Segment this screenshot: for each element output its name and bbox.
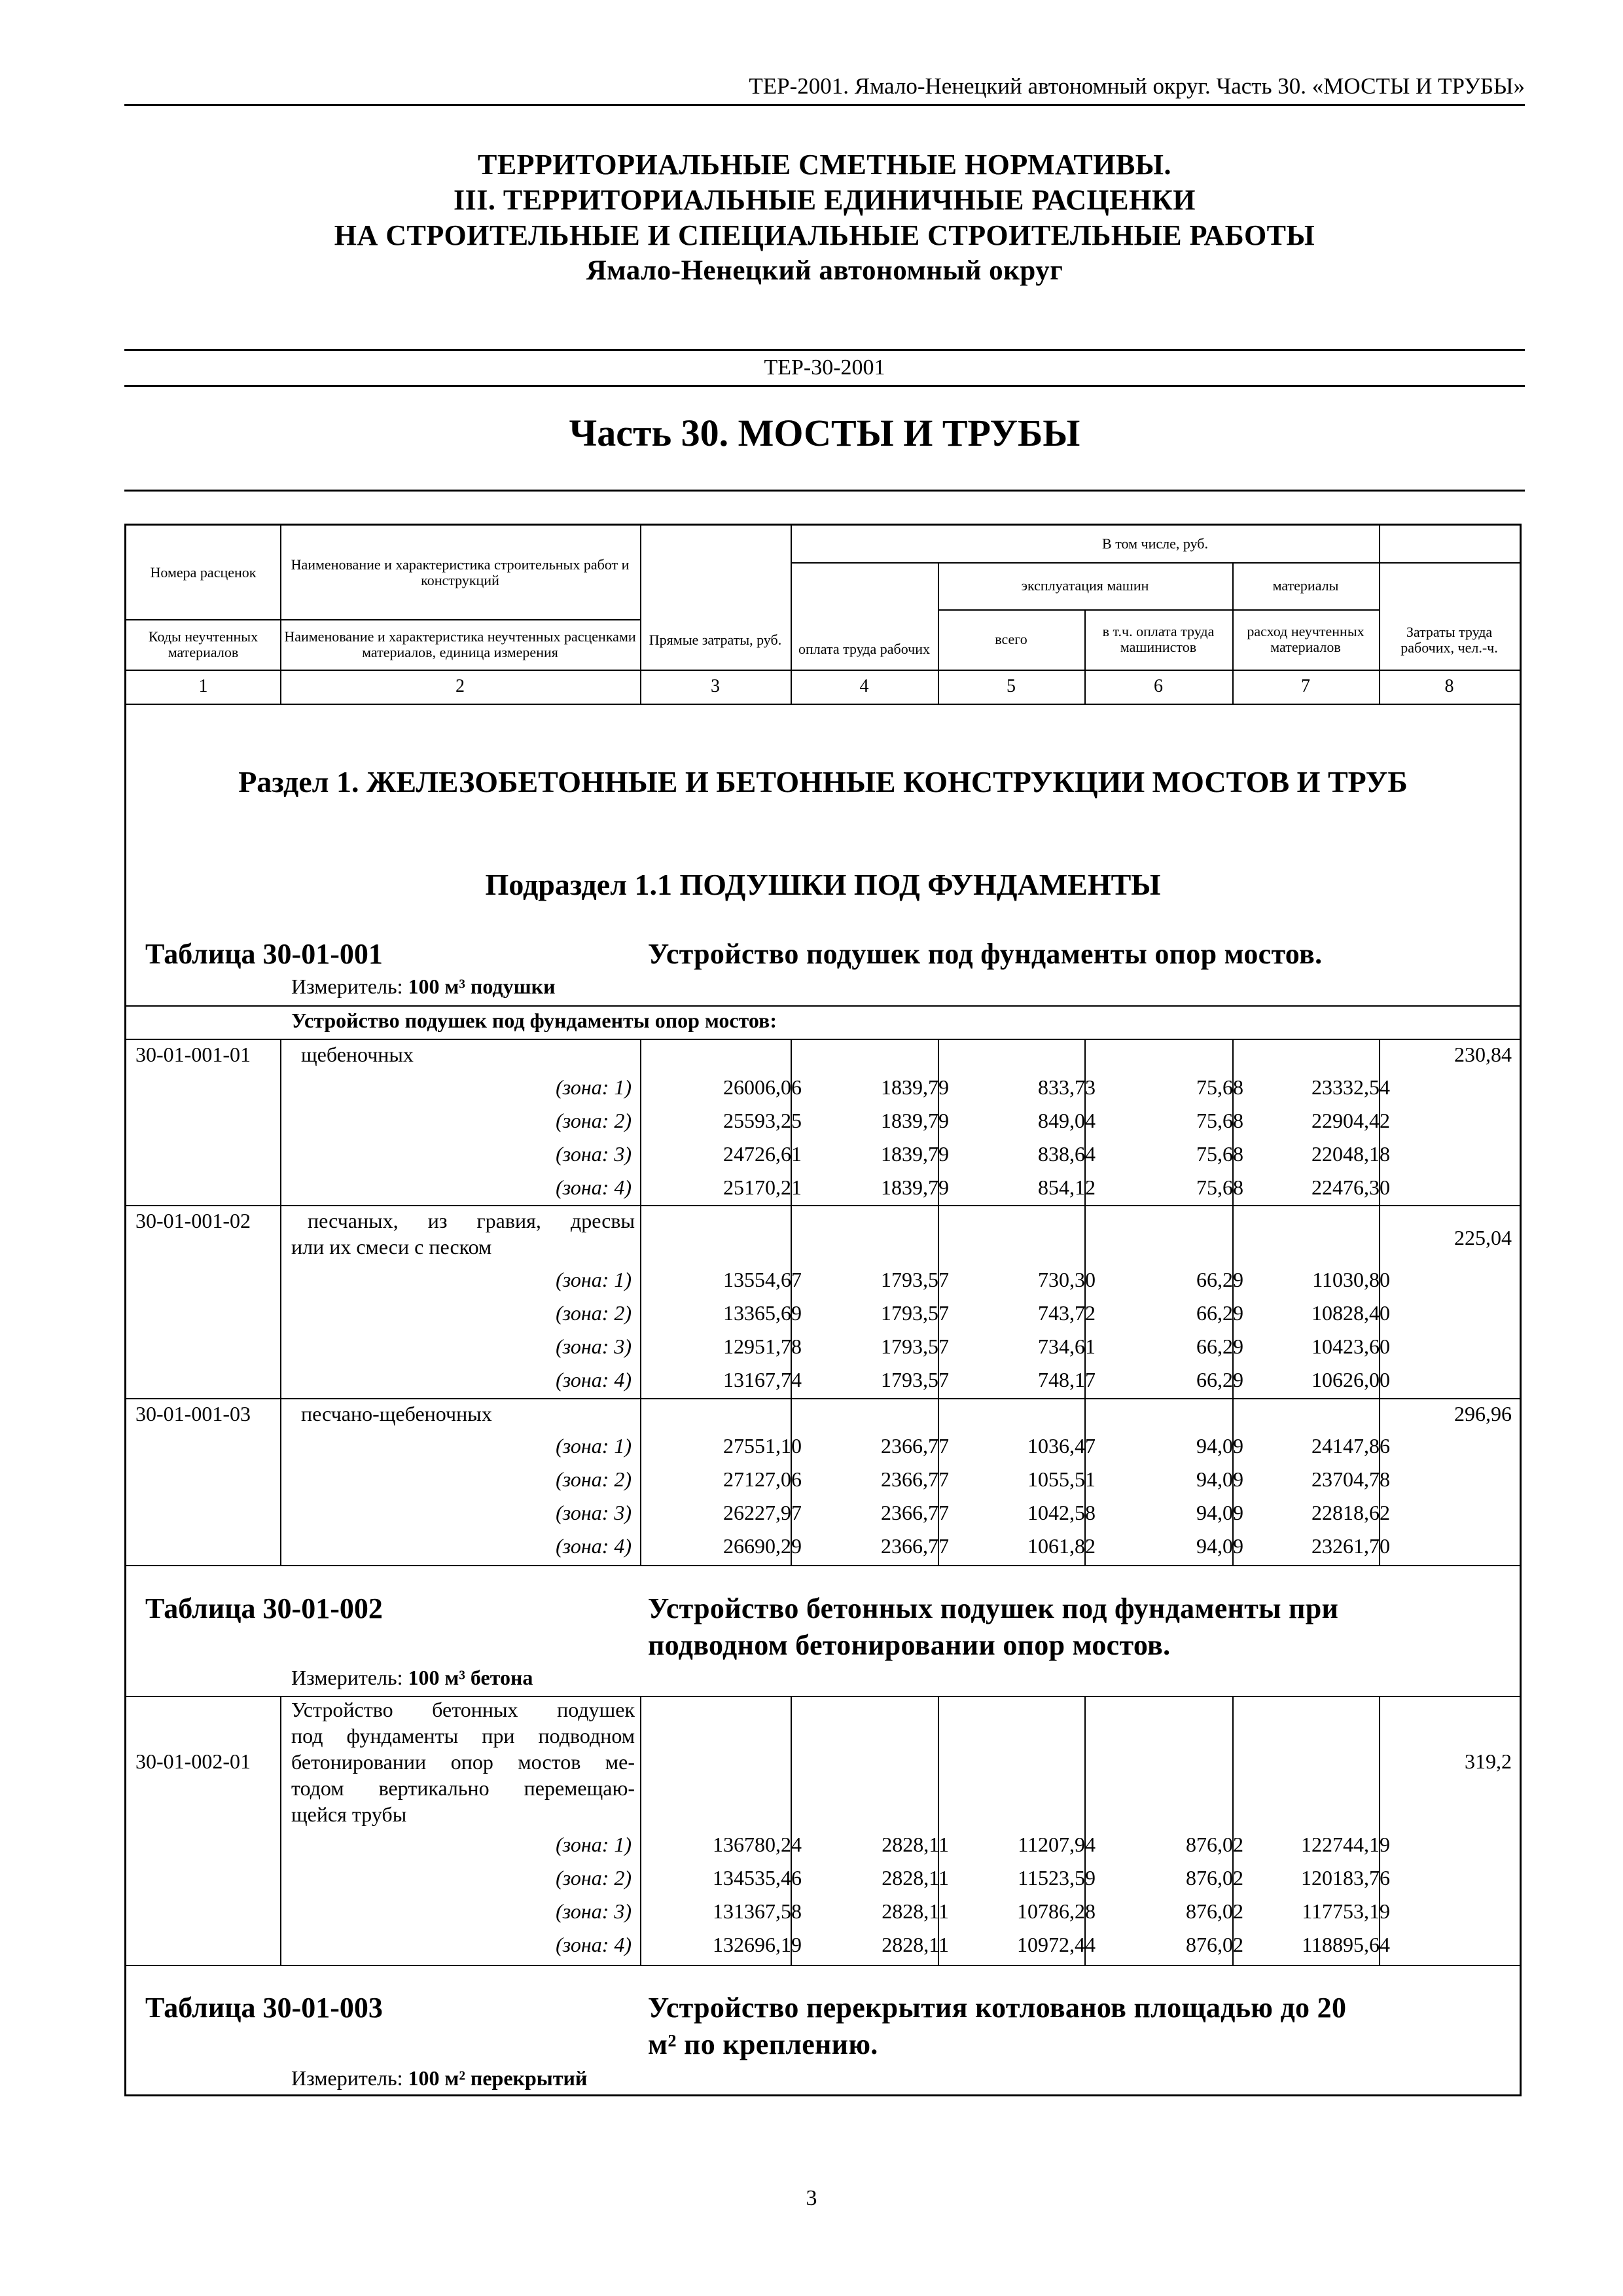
zone-value-col-5: 748,17	[1038, 1368, 1096, 1391]
zone-value-col-3: 27551,10	[723, 1434, 802, 1458]
zone-value-col-4: 2828,11	[882, 1899, 949, 1923]
header-rate-numbers: Номера расценок	[150, 564, 257, 581]
title-line-3: НА СТРОИТЕЛЬНЫЕ И СПЕЦИАЛЬНЫЕ СТРОИТЕЛЬНЫЕ РАБОТЫ	[334, 219, 1315, 251]
header-labor-pay: оплата труда рабочих	[798, 641, 930, 657]
section-title: Раздел 1. ЖЕЛЕЗОБЕТОННЫЕ И БЕТОННЫЕ КОНСТРУКЦИИ МОСТОВ И ТРУБ	[238, 765, 1408, 798]
zone-value-col-7: 22476,30	[1311, 1175, 1390, 1199]
table-title-003-line-1: Устройство перекрытия котлованов площадью до 20	[648, 1992, 1347, 2024]
rate-code: 30-01-001-03	[135, 1402, 251, 1426]
zone-value-col-7: 23704,78	[1311, 1467, 1390, 1491]
zone-value-col-6: 876,02	[1186, 1866, 1243, 1890]
zone-value-col-5: 11523,59	[1018, 1866, 1096, 1890]
zone-label: (зона: 4)	[556, 1933, 632, 1956]
group-title-001: Устройство подушек под фундаменты опор мостов:	[291, 1009, 777, 1032]
rate-code: 30-01-001-01	[135, 1043, 251, 1066]
zone-value-col-5: 1055,51	[1027, 1467, 1096, 1491]
zone-value-col-4: 2366,77	[881, 1467, 949, 1491]
header-materials-usage: расход неучтенных материалов	[1247, 623, 1364, 655]
running-header: ТЕР-2001. Ямало-Ненецкий автономный округ. Часть 30. «МОСТЫ И ТРУБЫ»	[124, 69, 1525, 106]
header-machinists-pay: в т.ч. оплата труда машинистов	[1102, 623, 1215, 655]
zone-value-col-7: 10626,00	[1311, 1368, 1390, 1391]
measure-prefix: Измеритель:	[291, 1666, 403, 1689]
zone-value-col-7: 23332,54	[1311, 1075, 1390, 1099]
zone-value-col-3: 26690,29	[723, 1534, 802, 1558]
zone-value-col-3: 26227,97	[723, 1501, 802, 1524]
header-machines: эксплуатация машин	[1021, 577, 1149, 594]
rate-name-line-1: песчаных, из гравия, дресвы	[308, 1209, 635, 1232]
table-label-002: Таблица 30-01-002	[145, 1592, 383, 1624]
zone-label: (зона: 2)	[556, 1866, 632, 1890]
zone-value-col-3: 24726,61	[723, 1142, 802, 1166]
zone-value-col-3: 13167,74	[723, 1368, 802, 1391]
zone-value-col-4: 2366,77	[881, 1534, 949, 1558]
zone-value-col-5: 10972,44	[1017, 1933, 1096, 1956]
zone-value-col-5: 833,73	[1038, 1075, 1096, 1099]
zone-value-col-5: 854,12	[1038, 1175, 1096, 1199]
zone-value-col-7: 24147,86	[1311, 1434, 1390, 1458]
zone-value-col-3: 25593,25	[723, 1109, 802, 1132]
zone-value-col-6: 94,09	[1196, 1434, 1243, 1458]
header-machines-total: всего	[995, 631, 1027, 647]
zone-label: (зона: 3)	[556, 1501, 632, 1524]
zone-label: (зона: 2)	[556, 1467, 632, 1491]
header-material-codes: Коды неучтенных материалов	[148, 628, 259, 660]
zone-label: (зона: 3)	[556, 1899, 632, 1923]
zone-value-col-4: 2828,11	[882, 1866, 949, 1890]
zone-value-col-7: 22048,18	[1311, 1142, 1390, 1166]
zone-value-col-7: 10828,40	[1311, 1301, 1390, 1325]
labor-hours: 296,96	[1454, 1402, 1512, 1426]
zone-value-col-5: 838,64	[1038, 1142, 1096, 1166]
zone-value-col-3: 132696,19	[713, 1933, 802, 1956]
col-number-3: 3	[711, 676, 720, 696]
document-title	[124, 147, 1525, 289]
rate-code: 30-01-001-02	[135, 1209, 251, 1232]
header-work-name: Наименование и характеристика строительных работ и конструкций	[291, 556, 630, 588]
rate-name: песчано-щебеночных	[301, 1402, 492, 1426]
labor-hours: 230,84	[1454, 1043, 1512, 1066]
doc-code: ТЕР-30-2001	[764, 355, 885, 380]
zone-value-col-7: 22818,62	[1311, 1501, 1390, 1524]
measure-001	[291, 971, 556, 1001]
zone-label: (зона: 3)	[556, 1335, 632, 1358]
zone-label: (зона: 2)	[556, 1109, 632, 1132]
zone-value-col-6: 75,68	[1196, 1075, 1243, 1099]
zone-value-col-7: 10423,60	[1311, 1335, 1390, 1358]
zone-value-col-7: 122744,19	[1301, 1833, 1390, 1856]
subsection-title: Подраздел 1.1 ПОДУШКИ ПОД ФУНДАМЕНТЫ	[485, 868, 1161, 901]
table-label-003: Таблица 30-01-003	[145, 1992, 383, 2024]
col-number-7: 7	[1301, 676, 1310, 696]
table-title-001: Устройство подушек под фундаменты опор мостов.	[648, 938, 1323, 970]
zone-value-col-6: 876,02	[1186, 1833, 1243, 1856]
zone-value-col-4: 1839,79	[881, 1142, 949, 1166]
part-title-rule	[124, 490, 1525, 492]
zone-value-col-4: 1793,57	[881, 1268, 949, 1291]
zone-value-col-7: 120183,76	[1301, 1866, 1390, 1890]
measure-value: 100 м³ бетона	[408, 1666, 533, 1689]
zone-value-col-5: 849,04	[1038, 1109, 1096, 1132]
zone-value-col-3: 13365,69	[723, 1301, 802, 1325]
zone-value-col-7: 22904,42	[1311, 1109, 1390, 1132]
zone-value-col-6: 66,29	[1196, 1268, 1243, 1291]
zone-value-col-6: 876,02	[1186, 1899, 1243, 1923]
measure-003	[291, 2063, 587, 2093]
zone-value-col-5: 11207,94	[1018, 1833, 1096, 1856]
measure-002	[291, 1662, 533, 1693]
table-title-002-line-2: подводном бетонировании опор мостов.	[648, 1629, 1171, 1661]
zone-label: (зона: 1)	[556, 1268, 632, 1291]
col-number-1: 1	[198, 676, 208, 696]
zone-value-col-6: 75,68	[1196, 1142, 1243, 1166]
zone-value-col-5: 730,30	[1038, 1268, 1096, 1291]
header-materials: материалы	[1272, 577, 1339, 594]
zone-value-col-5: 734,61	[1038, 1335, 1096, 1358]
zone-value-col-6: 66,29	[1196, 1335, 1243, 1358]
title-line-4: Ямало-Ненецкий автономный округ	[586, 255, 1063, 286]
zone-value-col-4: 1839,79	[881, 1075, 949, 1099]
table-title-003-line-2: м² по креплению.	[648, 2028, 878, 2060]
zone-value-col-5: 1042,58	[1027, 1501, 1096, 1524]
labor-hours: 319,2	[1465, 1749, 1512, 1773]
zone-value-col-6: 94,09	[1196, 1501, 1243, 1524]
code-rule-bottom	[124, 385, 1525, 387]
header-including: В том числе, руб.	[1102, 535, 1208, 552]
rate-name-line-2: или их смеси с песком	[291, 1235, 492, 1259]
zone-value-col-3: 12951,78	[723, 1335, 802, 1358]
code-rule-top	[124, 349, 1525, 351]
table-label-001: Таблица 30-01-001	[145, 938, 383, 970]
zone-value-col-5: 743,72	[1038, 1301, 1096, 1325]
zone-value-col-6: 876,02	[1186, 1933, 1243, 1956]
measure-prefix: Измеритель:	[291, 2066, 403, 2090]
col-number-5: 5	[1007, 676, 1016, 696]
zone-label: (зона: 2)	[556, 1301, 632, 1325]
zone-value-col-3: 136780,24	[713, 1833, 802, 1856]
col-number-8: 8	[1444, 676, 1454, 696]
col-number-4: 4	[859, 676, 869, 696]
title-line-2: III. ТЕРРИТОРИАЛЬНЫЕ ЕДИНИЧНЫЕ РАСЦЕНКИ	[454, 184, 1196, 216]
page-number: 3	[806, 2186, 817, 2210]
zone-value-col-6: 94,09	[1196, 1534, 1243, 1558]
zone-label: (зона: 4)	[556, 1368, 632, 1391]
zone-label: (зона: 1)	[556, 1833, 632, 1856]
zone-value-col-3: 134535,46	[713, 1866, 802, 1890]
zone-value-col-4: 2366,77	[881, 1434, 949, 1458]
header-material-name: Наименование и характеристика неучтенных расценками материалов, единица измерения	[284, 628, 636, 660]
labor-hours: 225,04	[1454, 1226, 1512, 1249]
zone-value-col-4: 1793,57	[881, 1335, 949, 1358]
zone-value-col-7: 11030,80	[1312, 1268, 1390, 1291]
table-title-002-line-1: Устройство бетонных подушек под фундаменты при	[648, 1592, 1339, 1624]
measure-value: 100 м² перекрытий	[408, 2066, 588, 2090]
zone-value-col-3: 131367,58	[713, 1899, 802, 1923]
zone-value-col-3: 27127,06	[723, 1467, 802, 1491]
col-number-6: 6	[1154, 676, 1163, 696]
zone-value-col-4: 1793,57	[881, 1301, 949, 1325]
zone-label: (зона: 1)	[556, 1075, 632, 1099]
measure-prefix: Измеритель:	[291, 975, 403, 998]
zone-label: (зона: 3)	[556, 1142, 632, 1166]
zone-value-col-3: 25170,21	[723, 1175, 802, 1199]
zone-value-col-3: 26006,06	[723, 1075, 802, 1099]
zone-value-col-4: 2828,11	[882, 1933, 949, 1956]
rate-name: Устройство бетонных подушек под фундаменты при подводном бетонировании опор мостов ме- тодом вертикально перемещаю- щейся трубы	[291, 1698, 635, 1826]
col-number-2: 2	[455, 676, 465, 696]
zone-value-col-4: 1793,57	[881, 1368, 949, 1391]
zone-label: (зона: 4)	[556, 1175, 632, 1199]
rate-code: 30-01-002-01	[135, 1749, 251, 1773]
header-labor-hours: Затраты труда рабочих, чел.-ч.	[1400, 624, 1498, 656]
zone-value-col-5: 10786,28	[1017, 1899, 1096, 1923]
title-line-1: ТЕРРИТОРИАЛЬНЫЕ СМЕТНЫЕ НОРМАТИВЫ.	[477, 149, 1172, 181]
zone-value-col-6: 66,29	[1196, 1301, 1243, 1325]
zone-value-col-6: 94,09	[1196, 1467, 1243, 1491]
zone-value-col-4: 1839,79	[881, 1109, 949, 1132]
measure-value: 100 м³ подушки	[408, 975, 556, 998]
zone-value-col-4: 1839,79	[881, 1175, 949, 1199]
zone-value-col-7: 118895,64	[1302, 1933, 1390, 1956]
zone-label: (зона: 1)	[556, 1434, 632, 1458]
zone-value-col-6: 66,29	[1196, 1368, 1243, 1391]
part-title: Часть 30. МОСТЫ И ТРУБЫ	[569, 412, 1080, 454]
zone-value-col-7: 117753,19	[1302, 1899, 1390, 1923]
zone-value-col-5: 1061,82	[1027, 1534, 1096, 1558]
zone-value-col-4: 2366,77	[881, 1501, 949, 1524]
zone-label: (зона: 4)	[556, 1534, 632, 1558]
zone-value-col-7: 23261,70	[1311, 1534, 1390, 1558]
zone-value-col-6: 75,68	[1196, 1109, 1243, 1132]
zone-value-col-3: 13554,67	[723, 1268, 802, 1291]
zone-value-col-5: 1036,47	[1027, 1434, 1096, 1458]
header-direct-costs: Прямые затраты, руб.	[649, 632, 782, 648]
rate-name: щебеночных	[301, 1043, 414, 1066]
zone-value-col-4: 2828,11	[882, 1833, 949, 1856]
zone-value-col-6: 75,68	[1196, 1175, 1243, 1199]
